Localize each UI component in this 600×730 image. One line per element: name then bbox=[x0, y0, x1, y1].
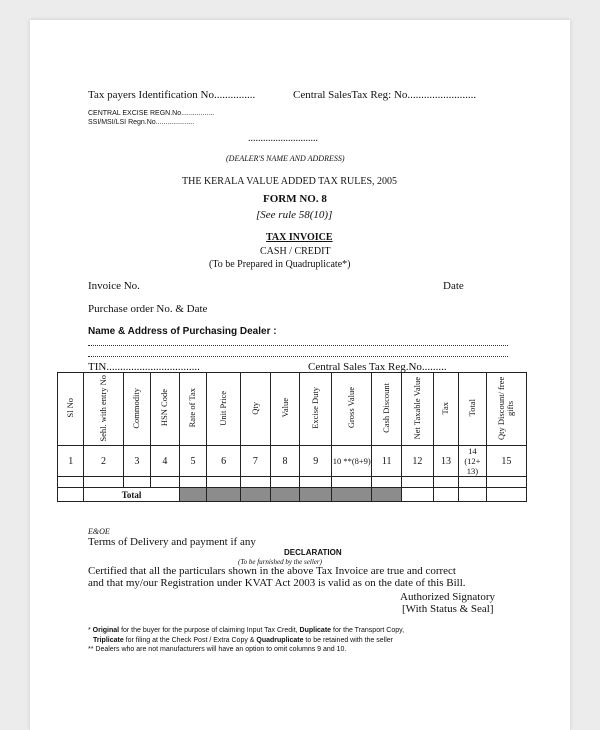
declaration-subtitle: (To be furnished by the seller) bbox=[238, 558, 322, 566]
col-number: 4 bbox=[151, 446, 180, 477]
col-header: Gross Value bbox=[332, 373, 372, 446]
col-number: 2 bbox=[84, 446, 123, 477]
tin-field: TIN.................................. bbox=[88, 361, 200, 373]
col-header: Tax bbox=[433, 373, 458, 446]
col-header: Sl No bbox=[58, 373, 84, 446]
date-label: Date bbox=[443, 280, 464, 292]
col-number: 15 bbox=[486, 446, 526, 477]
col-number: 5 bbox=[179, 446, 207, 477]
tax-invoice-title: TAX INVOICE bbox=[266, 232, 333, 243]
quadruplicate-note: (To be Prepared in Quadruplicate*) bbox=[209, 259, 351, 270]
copy-note-2: Triplicate for filing at the Check Post / Extra Copy & Quadruplicate to be retained with the seller bbox=[93, 637, 393, 644]
col-header: Commodity bbox=[123, 373, 151, 446]
dealer-name-dots: ............................ bbox=[248, 133, 318, 144]
status-seal: [With Status & Seal] bbox=[402, 603, 494, 615]
invoice-table bbox=[57, 372, 527, 502]
col-header: Sehl. with entry No bbox=[84, 373, 123, 446]
dealer-name-caption: (DEALER'S NAME AND ADDRESS) bbox=[226, 154, 345, 163]
declaration-title: DECLARATION bbox=[284, 548, 342, 557]
col-header: Unit Price bbox=[207, 373, 241, 446]
col-number: 14 (12+ 13) bbox=[459, 446, 487, 477]
tin-line: Tax payers Identification No............... bbox=[88, 89, 256, 101]
form-number: FORM NO. 8 bbox=[263, 193, 327, 205]
see-rule: [See rule 58(10)] bbox=[256, 209, 333, 221]
col-header: Qty bbox=[241, 373, 271, 446]
col-number: 7 bbox=[241, 446, 271, 477]
col-header: Value bbox=[270, 373, 300, 446]
table-blank-row bbox=[58, 477, 527, 488]
purchasing-dealer-label: Name & Address of Purchasing Dealer : bbox=[88, 326, 277, 337]
table-number-row bbox=[58, 446, 527, 477]
excise-regn-line: CENTRAL EXCISE REGN.No................. bbox=[88, 110, 215, 117]
col-header: HSN Code bbox=[151, 373, 180, 446]
col-number: 9 bbox=[300, 446, 332, 477]
dealer-address-line-2 bbox=[88, 356, 508, 357]
certification-line-2: and that my/our Registration under KVAT Act 2003 is valid as on the date of this Bill. bbox=[88, 577, 466, 589]
cst-line: Central SalesTax Reg: No......................... bbox=[293, 89, 477, 101]
rules-title: THE KERALA VALUE ADDED TAX RULES, 2005 bbox=[182, 176, 398, 187]
certification-line-1: Certified that all the particulars shown in the above Tax Invoice are true and correct bbox=[88, 565, 456, 577]
authorized-signatory: Authorized Signatory bbox=[400, 591, 496, 603]
cash-credit: CASH / CREDIT bbox=[260, 246, 331, 257]
copy-note-1: * Original for the buyer for the purpose of claiming Input Tax Credit, Duplicate for the Transport Copy, bbox=[88, 627, 405, 634]
col-header: Rate of Tax bbox=[179, 373, 207, 446]
col-header: Excise Duty bbox=[300, 373, 332, 446]
col-number: 11 bbox=[372, 446, 402, 477]
ssi-regn-line: SSI/MSI/LSI Regn.No.................... bbox=[88, 119, 195, 126]
table-header-row bbox=[58, 373, 527, 446]
col-header: Qty Discount/ free gifts bbox=[486, 373, 526, 446]
col-number: 6 bbox=[207, 446, 241, 477]
table-total-row bbox=[58, 488, 527, 502]
col-number: 13 bbox=[433, 446, 458, 477]
col-number: 10 **(8+9) bbox=[332, 446, 372, 477]
total-label: Total bbox=[84, 488, 179, 502]
dealer-address-line-1 bbox=[88, 345, 508, 346]
col-header: Total bbox=[459, 373, 487, 446]
eoe: E&OE bbox=[88, 527, 110, 536]
col-header: Cash Discount bbox=[372, 373, 402, 446]
invoice-no-label: Invoice No. bbox=[88, 280, 140, 292]
purchase-order-label: Purchase order No. & Date bbox=[88, 303, 208, 315]
cst-reg-field: Central Sales Tax Reg.No......... bbox=[308, 361, 447, 373]
terms-of-delivery: Terms of Delivery and payment if any bbox=[88, 536, 256, 548]
col-number: 1 bbox=[58, 446, 84, 477]
col-number: 12 bbox=[401, 446, 433, 477]
col-number: 8 bbox=[270, 446, 300, 477]
col-header: Net Taxable Value bbox=[401, 373, 433, 446]
dealer-option-note: ** Dealers who are not manufacturers will have an option to omit columns 9 and 10. bbox=[88, 646, 347, 653]
col-number: 3 bbox=[123, 446, 151, 477]
